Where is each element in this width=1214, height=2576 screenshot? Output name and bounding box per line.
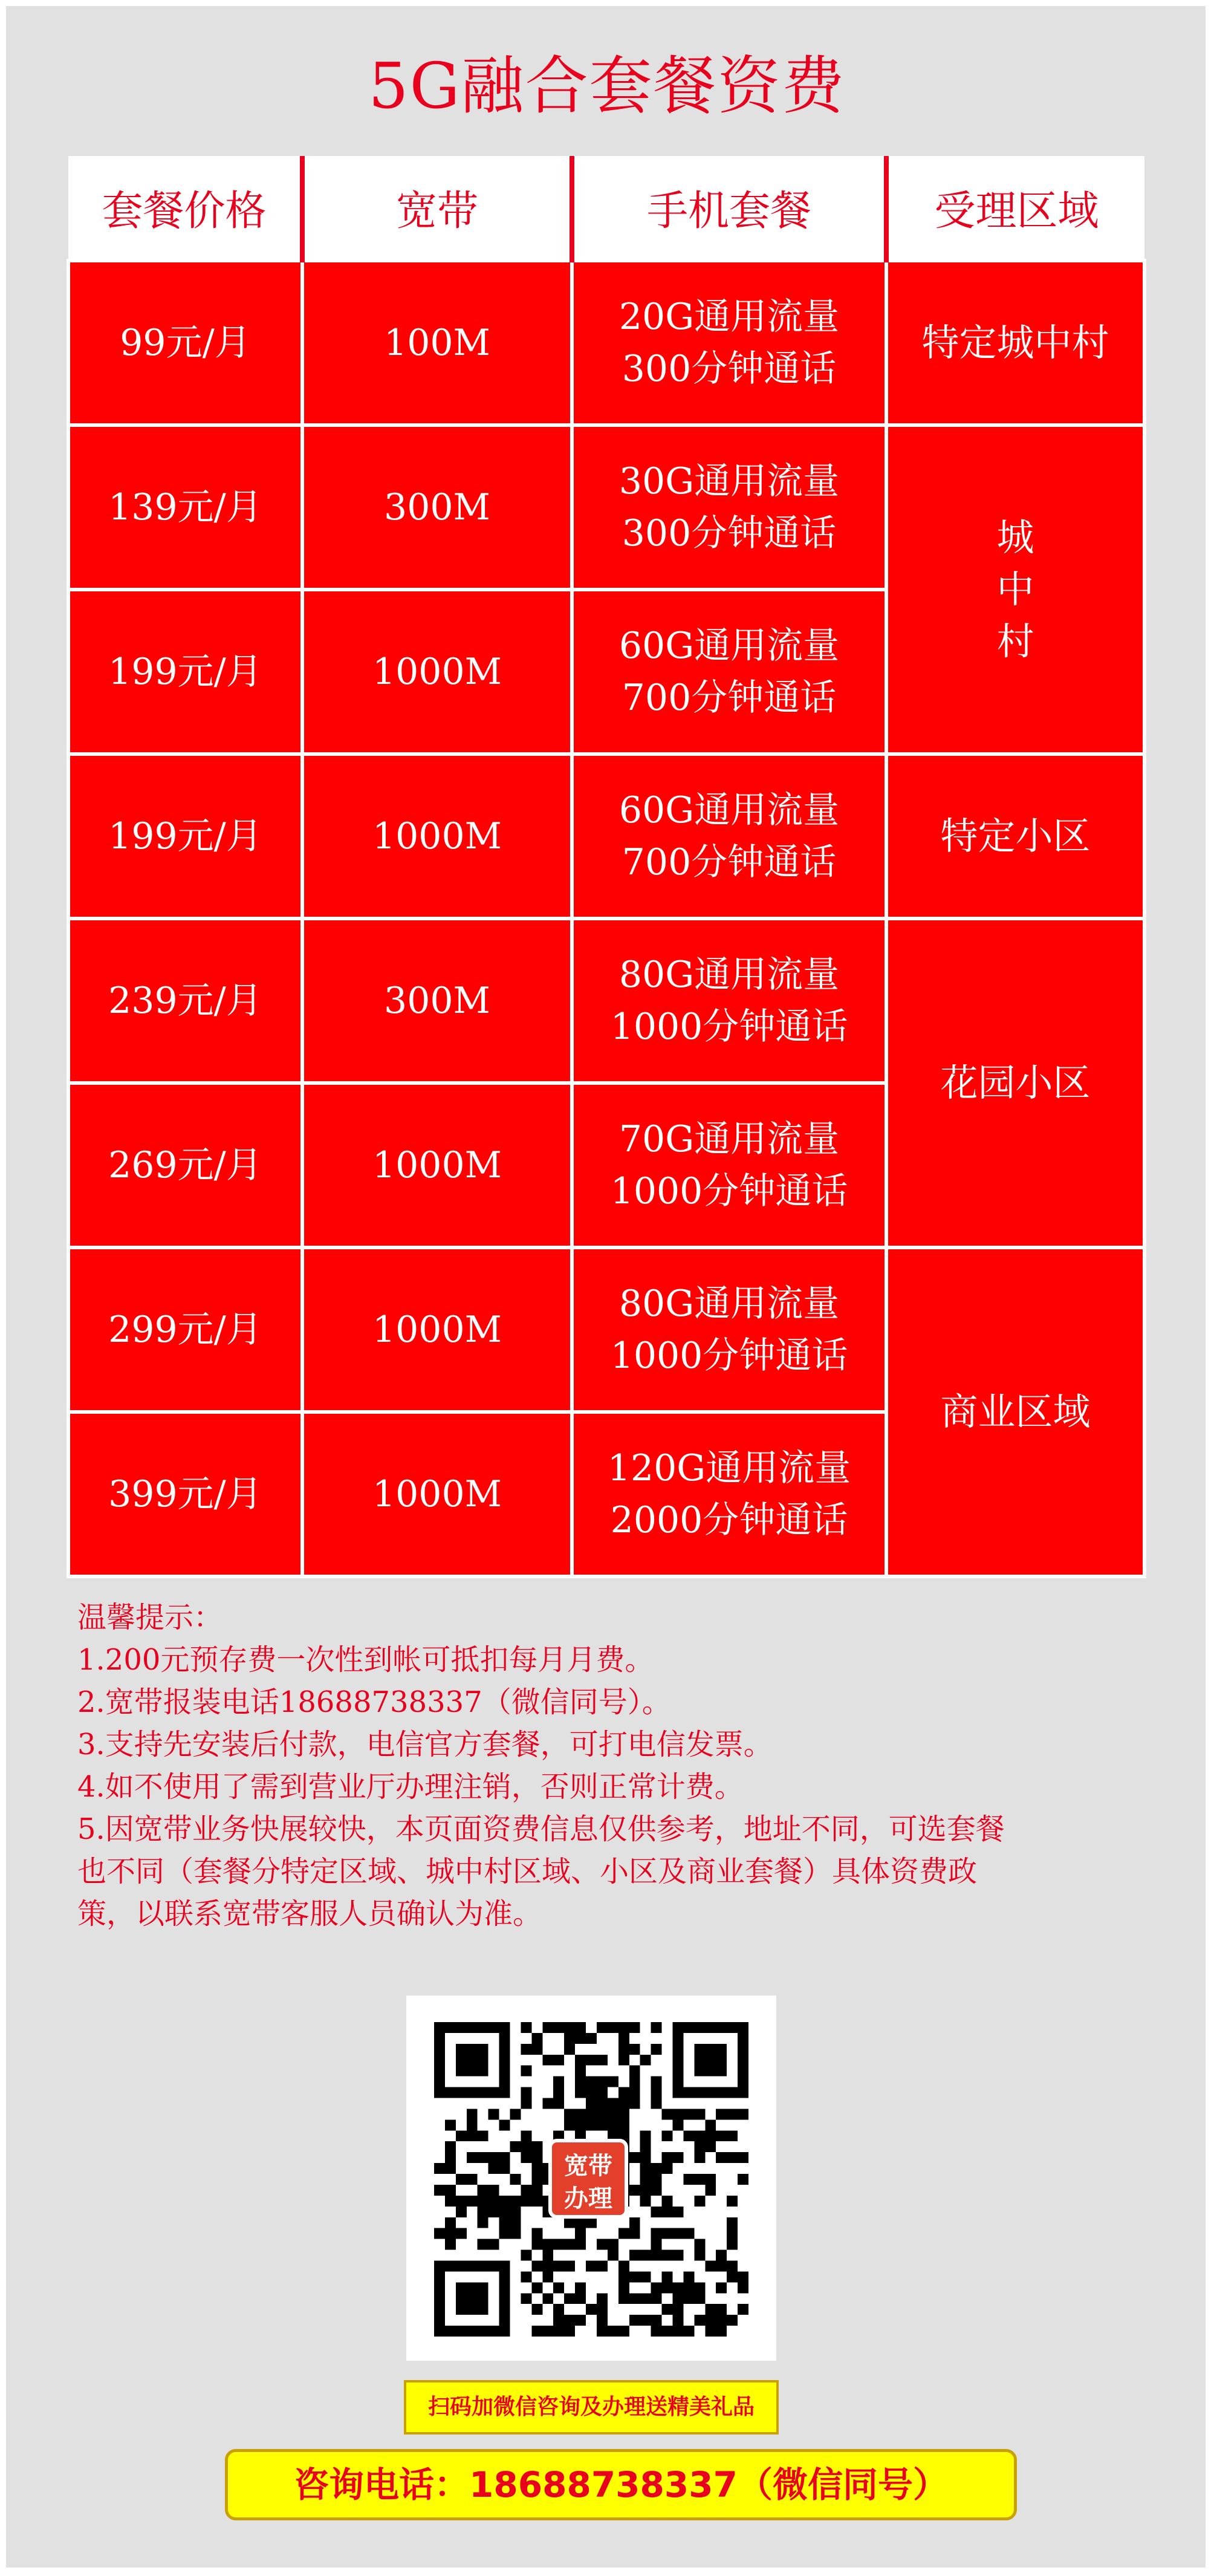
tip-line: 策，以联系宽带客服人员确认为准。 — [77, 1897, 542, 1931]
data-allowance: 80G通用流量 — [618, 1283, 840, 1325]
call-minutes: 700分钟通话 — [622, 677, 837, 719]
price-cell: 399元/月 — [68, 1412, 302, 1576]
data-allowance: 60G通用流量 — [618, 625, 840, 667]
broadband-cell: 100M — [302, 261, 572, 425]
price-cell: 299元/月 — [68, 1247, 302, 1412]
region-char: 城 — [996, 515, 1034, 559]
price-cell: 239元/月 — [68, 919, 302, 1083]
tip-line: 1.200元预存费一次性到帐可抵扣每月月费。 — [77, 1643, 654, 1677]
header-region: 受理区域 — [886, 156, 1144, 261]
data-allowance: 80G通用流量 — [618, 954, 840, 996]
header-price: 套餐价格 — [68, 156, 302, 261]
broadband-cell: 1000M — [302, 590, 572, 754]
tip-line: 5.因宽带业务快展较快，本页面资费信息仅供参考，地址不同，可选套餐 — [77, 1812, 1005, 1846]
tips-section — [77, 1596, 1141, 1935]
region-cell: 商业区域 — [886, 1247, 1144, 1576]
mobile-plan-cell — [572, 919, 886, 1083]
header-broadband: 宽带 — [302, 156, 572, 261]
region-char: 中 — [996, 567, 1034, 611]
price-cell: 269元/月 — [68, 1083, 302, 1247]
page-title: 5G融合套餐资费 — [368, 49, 846, 123]
region-cell: 花园小区 — [886, 919, 1144, 1247]
data-allowance: 20G通用流量 — [618, 296, 840, 338]
mobile-plan-cell — [572, 261, 886, 425]
tip-line: 2.宽带报装电话18688738337（微信同号）。 — [77, 1685, 671, 1719]
broadband-cell: 1000M — [302, 1412, 572, 1576]
broadband-cell: 300M — [302, 425, 572, 590]
wechat-qr-code[interactable] — [406, 1995, 776, 2361]
hotline-button[interactable]: 咨询电话：18688738337（微信同号） — [225, 2449, 1017, 2520]
data-allowance: 120G通用流量 — [607, 1447, 851, 1489]
broadband-cell: 1000M — [302, 754, 572, 919]
call-minutes: 1000分钟通话 — [610, 1006, 848, 1048]
region-cell: 特定城中村 — [886, 261, 1144, 425]
table-row — [68, 1247, 1144, 1412]
call-minutes: 300分钟通话 — [622, 512, 837, 555]
table-row — [68, 919, 1144, 1083]
broadband-cell: 1000M — [302, 1083, 572, 1247]
broadband-cell: 1000M — [302, 1247, 572, 1412]
price-cell: 99元/月 — [68, 261, 302, 425]
data-allowance: 70G通用流量 — [618, 1118, 840, 1160]
price-cell: 199元/月 — [68, 590, 302, 754]
call-minutes: 1000分钟通话 — [610, 1335, 848, 1377]
price-cell: 139元/月 — [68, 425, 302, 590]
pricing-table — [67, 156, 1146, 1578]
scan-instruction-label: 扫码加微信咨询及办理送精美礼品 — [404, 2380, 779, 2435]
region-cell: 特定小区 — [886, 754, 1144, 919]
region-cell — [886, 425, 1144, 754]
data-allowance: 60G通用流量 — [618, 789, 840, 831]
call-minutes: 1000分钟通话 — [610, 1170, 848, 1212]
table-row — [68, 261, 1144, 425]
tip-line: 3.支持先安装后付款，电信官方套餐，可打电信发票。 — [77, 1728, 773, 1761]
tips-heading: 温馨提示： — [77, 1601, 223, 1634]
mobile-plan-cell — [572, 1412, 886, 1576]
header-mobile-plan: 手机套餐 — [572, 156, 886, 261]
call-minutes: 2000分钟通话 — [610, 1499, 848, 1541]
table-header-row — [68, 156, 1144, 261]
price-cell: 199元/月 — [68, 754, 302, 919]
mobile-plan-cell — [572, 754, 886, 919]
table-row — [68, 425, 1144, 590]
qr-center-badge — [548, 2139, 628, 2219]
table-row — [68, 754, 1144, 919]
mobile-plan-cell — [572, 1247, 886, 1412]
tip-line: 4.如不使用了需到营业厅办理注销，否则正常计费。 — [77, 1770, 744, 1804]
mobile-plan-cell — [572, 1083, 886, 1247]
region-char: 村 — [996, 619, 1034, 663]
tip-line: 也不同（套餐分特定区域、城中村区域、小区及商业套餐）具体资费政 — [77, 1855, 978, 1888]
call-minutes: 700分钟通话 — [622, 841, 837, 883]
broadband-cell: 300M — [302, 919, 572, 1083]
mobile-plan-cell — [572, 425, 886, 590]
badge-line: 宽带 — [564, 2152, 612, 2180]
data-allowance: 30G通用流量 — [618, 460, 840, 503]
call-minutes: 300分钟通话 — [622, 348, 837, 390]
mobile-plan-cell — [572, 590, 886, 754]
badge-line: 办理 — [564, 2185, 612, 2213]
